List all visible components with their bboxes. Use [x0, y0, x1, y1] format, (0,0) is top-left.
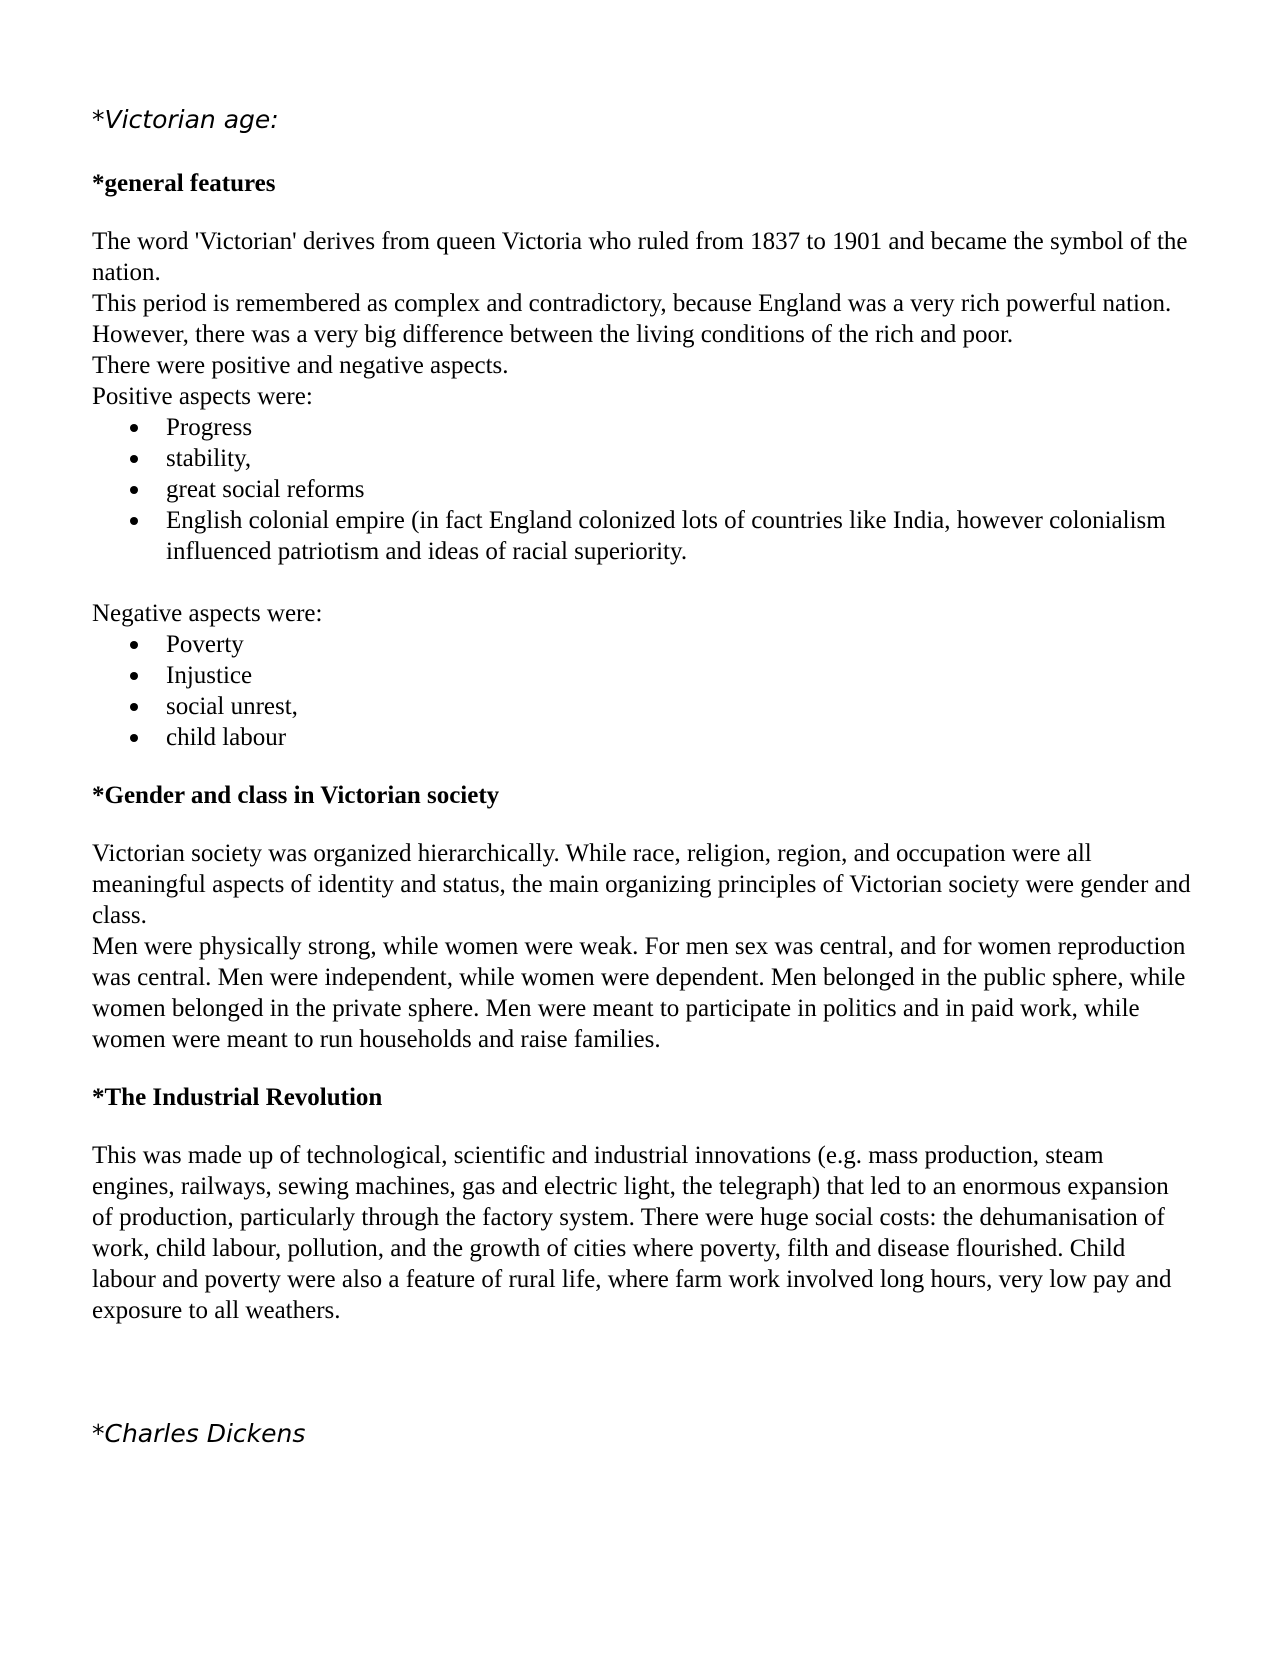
paragraph: Men were physically strong, while women were weak. For men sex was central, and for women reproduction was central. Men were independent, while women were dependent. Men belonged in the public sphere, while women belonged in the private sphere. Men were meant to participate in politics and in paid work, while women were meant to run households and raise families. [92, 933, 1186, 1053]
list-item: stability, [166, 443, 1192, 474]
document-page [92, 0, 1192, 1656]
negative-aspects-label: Negative aspects were: [92, 600, 323, 627]
negative-aspects-list [92, 629, 1192, 753]
section-heading-industrial-revolution: *The Industrial Revolution [92, 1084, 383, 1111]
section-heading-general-features: *general features [92, 170, 276, 197]
list-item: Injustice [166, 660, 1192, 691]
next-section-title: *Charles Dickens [92, 1419, 306, 1448]
document-body [92, 168, 1192, 1449]
positive-aspects-list [92, 412, 1192, 567]
paragraph: The word 'Victorian' derives from queen Victoria who ruled from 1837 to 1901 and became the symbol of the nation. [92, 228, 1188, 286]
paragraph: This was made up of technological, scientific and industrial innovations (e.g. mass production, steam engines, railways, sewing machines, gas and electric light, the telegraph) that led to an enormous expansion of production, particularly through the factory system. There were huge social costs: the dehumanisation of work, child labour, pollution, and the growth of cities where poverty, filth and disease flourished. Child labour and poverty were also a feature of rural life, where farm work involved long hours, very low pay and exposure to all weathers. [92, 1142, 1172, 1324]
section-heading-gender-class: *Gender and class in Victorian society [92, 782, 500, 809]
list-item: social unrest, [166, 691, 1192, 722]
document-title: *Victorian age: [92, 105, 279, 134]
paragraph: There were positive and negative aspects. [92, 352, 509, 379]
positive-aspects-label: Positive aspects were: [92, 383, 313, 410]
list-item: Progress [166, 412, 1192, 443]
list-item: Poverty [166, 629, 1192, 660]
list-item: English colonial empire (in fact England colonized lots of countries like India, however colonialism influenced patriotism and ideas of racial superiority. [166, 505, 1192, 567]
paragraph: Victorian society was organized hierarchically. While race, religion, region, and occupation were all meaningful aspects of identity and status, the main organizing principles of Victorian society were gender and class. [92, 840, 1191, 929]
list-item: great social reforms [166, 474, 1192, 505]
list-item: child labour [166, 722, 1192, 753]
paragraph: This period is remembered as complex and contradictory, because England was a very rich powerful nation. However, there was a very big difference between the living conditions of the rich and poor. [92, 290, 1172, 348]
